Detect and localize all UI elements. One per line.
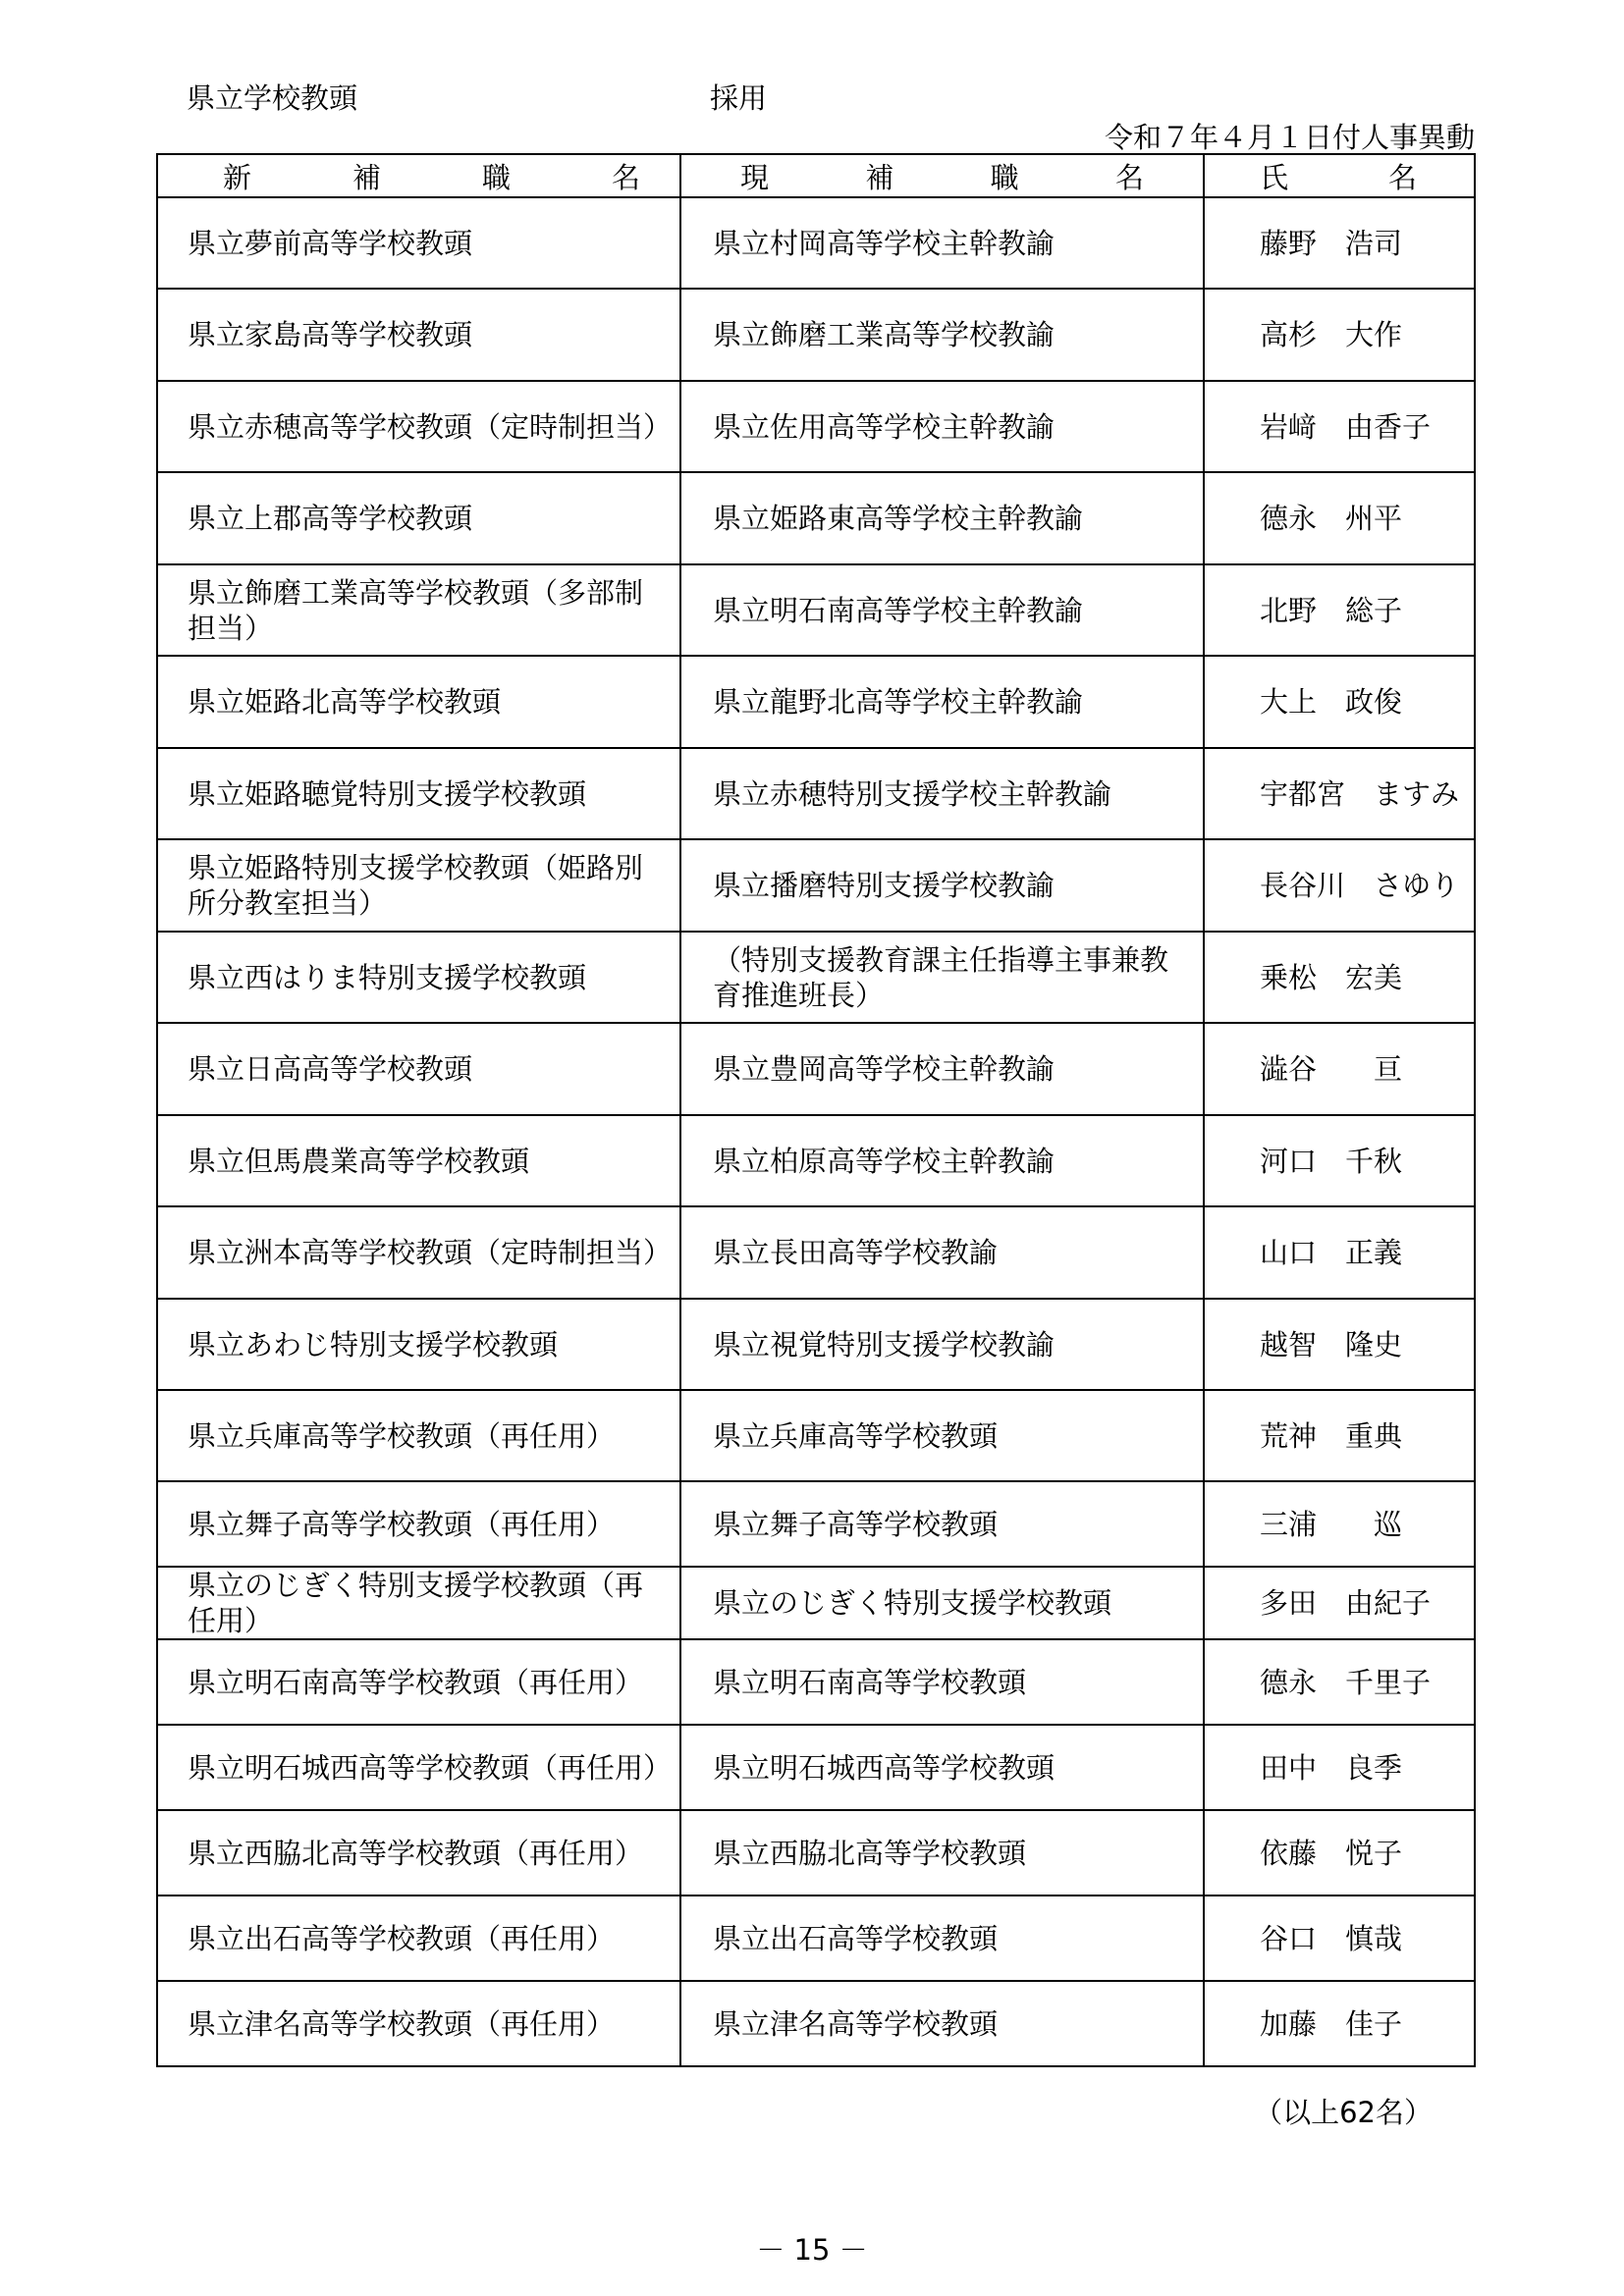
page-number: － 15 － [756,2233,868,2267]
table-row [157,839,1475,932]
person-name-cell: 山口 正義 [1204,1206,1475,1299]
new-post-cell: 県立西はりま特別支援学校教頭 [157,932,680,1023]
table-row [157,472,1475,564]
column-header-current-post [680,154,1204,197]
column-header-name [1204,154,1475,197]
new-post-cell: 県立明石城西高等学校教頭（再任用） [157,1725,680,1810]
table-row [157,1206,1475,1299]
person-name-cell: 加藤 佳子 [1204,1981,1475,2066]
table-row [157,1115,1475,1206]
person-name-cell: 越智 隆史 [1204,1299,1475,1390]
category-title: 県立学校教頭 [187,81,358,115]
table-row [157,1481,1475,1567]
person-name-cell: 大上 政俊 [1204,656,1475,748]
column-header-char: 名 [611,160,640,194]
current-post-cell: 県立長田高等学校教諭 [680,1206,1204,1299]
column-header-char: 氏 [1260,160,1289,194]
person-name-cell: 田中 良季 [1204,1725,1475,1810]
person-name-cell: 德永 千里子 [1204,1639,1475,1725]
table-row [157,381,1475,472]
column-header-char: 職 [990,160,1019,194]
new-post-cell: 県立津名高等学校教頭（再任用） [157,1981,680,2066]
table-row [157,289,1475,381]
column-header-char: 新 [223,160,252,194]
new-post-cell: 県立赤穂高等学校教頭（定時制担当） [157,381,680,472]
table-header-row [157,154,1475,197]
new-post-cell: 県立姫路北高等学校教頭 [157,656,680,748]
person-name-cell: 澁谷 亘 [1204,1023,1475,1115]
new-post-cell: 県立但馬農業高等学校教頭 [157,1115,680,1206]
current-post-cell: 県立明石南高等学校教頭 [680,1639,1204,1725]
table-row [157,564,1475,656]
current-post-cell: 県立津名高等学校教頭 [680,1981,1204,2066]
table-row [157,1896,1475,1981]
current-post-cell: 県立明石南高等学校主幹教諭 [680,564,1204,656]
current-post-cell: 県立龍野北高等学校主幹教諭 [680,656,1204,748]
table-row [157,1810,1475,1896]
new-post-cell: 県立姫路聴覚特別支援学校教頭 [157,748,680,839]
column-header-char: 補 [352,160,381,194]
appointment-type: 採用 [710,81,768,115]
new-post-cell: 県立家島高等学校教頭 [157,289,680,381]
current-post-cell: 県立姫路東高等学校主幹教諭 [680,472,1204,564]
current-post-cell: 県立村岡高等学校主幹教諭 [680,197,1204,289]
new-post-cell: 県立日高高等学校教頭 [157,1023,680,1115]
table-row [157,748,1475,839]
current-post-cell: 県立兵庫高等学校教頭 [680,1390,1204,1481]
current-post-cell: 県立播磨特別支援学校教諭 [680,839,1204,932]
table-row [157,1299,1475,1390]
current-post-cell: 県立明石城西高等学校教頭 [680,1725,1204,1810]
new-post-cell: 県立夢前高等学校教頭 [157,197,680,289]
personnel-table [156,153,1476,2067]
new-post-cell: 県立出石高等学校教頭（再任用） [157,1896,680,1981]
table-row [157,1567,1475,1639]
person-name-cell: 乗松 宏美 [1204,932,1475,1023]
current-post-cell: 県立西脇北高等学校教頭 [680,1810,1204,1896]
person-name-cell: 三浦 巡 [1204,1481,1475,1567]
current-post-cell: 県立赤穂特別支援学校主幹教諭 [680,748,1204,839]
new-post-cell: 県立上郡高等学校教頭 [157,472,680,564]
column-header-char: 名 [1114,160,1144,194]
column-header-char: 職 [481,160,511,194]
new-post-cell: 県立兵庫高等学校教頭（再任用） [157,1390,680,1481]
person-name-cell: 北野 総子 [1204,564,1475,656]
total-count: （以上62名） [1254,2096,1433,2129]
table-row [157,656,1475,748]
current-post-cell: 県立飾磨工業高等学校教諭 [680,289,1204,381]
table-row [157,1981,1475,2066]
person-name-cell: 高杉 大作 [1204,289,1475,381]
table-body [157,197,1475,2066]
table-row [157,197,1475,289]
new-post-cell: 県立飾磨工業高等学校教頭（多部制担当） [157,564,680,656]
new-post-cell: 県立姫路特別支援学校教頭（姫路別所分教室担当） [157,839,680,932]
current-post-cell: （特別支援教育課主任指導主事兼教育推進班長） [680,932,1204,1023]
person-name-cell: 岩﨑 由香子 [1204,381,1475,472]
table-row [157,1023,1475,1115]
effective-date: 令和７年４月１日付人事異動 [1104,121,1475,154]
new-post-cell: 県立舞子高等学校教頭（再任用） [157,1481,680,1567]
current-post-cell: 県立視覚特別支援学校教諭 [680,1299,1204,1390]
current-post-cell: 県立舞子高等学校教頭 [680,1481,1204,1567]
column-header-new-post [157,154,680,197]
person-name-cell: 荒神 重典 [1204,1390,1475,1481]
new-post-cell: 県立あわじ特別支援学校教頭 [157,1299,680,1390]
table-row [157,932,1475,1023]
current-post-cell: 県立のじぎく特別支援学校教頭 [680,1567,1204,1639]
table-row [157,1725,1475,1810]
person-name-cell: 宇都宮 ますみ [1204,748,1475,839]
column-header-char: 現 [740,160,770,194]
column-header-char: 補 [865,160,894,194]
new-post-cell: 県立洲本高等学校教頭（定時制担当） [157,1206,680,1299]
person-name-cell: 德永 州平 [1204,472,1475,564]
new-post-cell: 県立のじぎく特別支援学校教頭（再任用） [157,1567,680,1639]
current-post-cell: 県立佐用高等学校主幹教諭 [680,381,1204,472]
person-name-cell: 河口 千秋 [1204,1115,1475,1206]
current-post-cell: 県立柏原高等学校主幹教諭 [680,1115,1204,1206]
new-post-cell: 県立明石南高等学校教頭（再任用） [157,1639,680,1725]
current-post-cell: 県立豊岡高等学校主幹教諭 [680,1023,1204,1115]
person-name-cell: 長谷川 さゆり [1204,839,1475,932]
person-name-cell: 多田 由紀子 [1204,1567,1475,1639]
current-post-cell: 県立出石高等学校教頭 [680,1896,1204,1981]
column-header-char: 名 [1387,160,1417,194]
person-name-cell: 谷口 慎哉 [1204,1896,1475,1981]
person-name-cell: 藤野 浩司 [1204,197,1475,289]
table-row [157,1390,1475,1481]
table-row [157,1639,1475,1725]
new-post-cell: 県立西脇北高等学校教頭（再任用） [157,1810,680,1896]
person-name-cell: 依藤 悦子 [1204,1810,1475,1896]
